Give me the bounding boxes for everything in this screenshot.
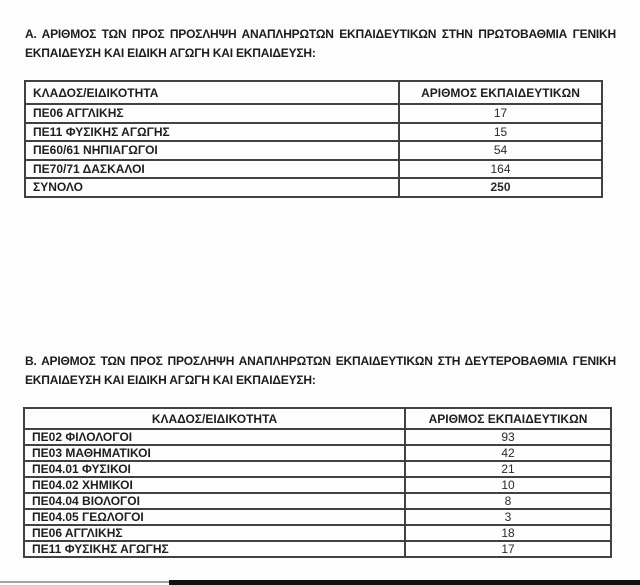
table-b-row-label: ΠΕ04.02 ΧΗΜΙΚΟΙ (24, 477, 405, 493)
table-a-row-label: ΠΕ70/71 ΔΑΣΚΑΛΟΙ (25, 160, 399, 179)
table-b-row-label: ΠΕ04.05 ΓΕΩΛΟΓΟΙ (24, 509, 405, 525)
table-row (24, 541, 611, 557)
table-b-row-label: ΠΕ02 ΦΙΛΟΛΟΓΟΙ (24, 429, 405, 445)
table-row (25, 104, 602, 123)
section-a-heading-line2: ΕΚΠΑΙΔΕΥΣΗ ΚΑΙ ΕΙΔΙΚΗ ΑΓΩΓΗ ΚΑΙ ΕΚΠΑΙΔΕΥΣΗ: (25, 46, 316, 60)
section-b-heading (25, 352, 616, 390)
table-row (25, 160, 602, 179)
table-row (24, 525, 611, 541)
table-b-row-label: ΠΕ03 ΜΑΘΗΜΑΤΙΚΟΙ (24, 445, 405, 461)
table-b-header-row (24, 408, 611, 429)
scan-black-bar (169, 580, 640, 585)
table-row (24, 429, 611, 445)
table-a-col1-header: ΚΛΑΔΟΣ/ΕΙΔΙΚΟΤΗΤΑ (25, 81, 399, 104)
table-a-header-row (25, 81, 602, 104)
table-b-row-value: 8 (405, 493, 611, 509)
table-b-row-value: 42 (405, 445, 611, 461)
table-a-total-value: 250 (399, 178, 602, 197)
table-row (25, 141, 602, 160)
table-b-row-label: ΠΕ11 ΦΥΣΙΚΗΣ ΑΓΩΓΗΣ (24, 541, 405, 557)
table-row (25, 123, 602, 142)
table-a-col2-header: ΑΡΙΘΜΟΣ ΕΚΠΑΙΔΕΥΤΙΚΩΝ (399, 81, 602, 104)
table-row (24, 461, 611, 477)
table-b-row-value: 18 (405, 525, 611, 541)
scan-gray-line (0, 581, 169, 583)
section-a-heading-line1: Α. ΑΡΙΘΜΟΣ ΤΩΝ ΠΡΟΣ ΠΡΟΣΛΗΨΗ ΑΝΑΠΛΗΡΩΤΩΝ ΕΚΠΑΙΔΕΥΤΙΚΩΝ ΣΤΗΝ ΠΡΩΤΟΒΑΘΜΙΑ ΓΕΝΙΚΗ (25, 27, 616, 41)
table-b-row-label: ΠΕ04.04 ΒΙΟΛΟΓΟΙ (24, 493, 405, 509)
table-a-row-value: 17 (399, 104, 602, 123)
table-a-row-value: 15 (399, 123, 602, 142)
table-b-row-value: 17 (405, 541, 611, 557)
table-row (24, 477, 611, 493)
table-a-row-value: 54 (399, 141, 602, 160)
table-a-row-value: 164 (399, 160, 602, 179)
table-row (24, 445, 611, 461)
secondary-education-table (23, 407, 612, 558)
table-b-row-value: 93 (405, 429, 611, 445)
table-b-row-label: ΠΕ04.01 ΦΥΣΙΚΟΙ (24, 461, 405, 477)
primary-education-table (24, 80, 603, 198)
table-a-row-label: ΠΕ06 ΑΓΓΛΙΚΗΣ (25, 104, 399, 123)
section-a-heading (25, 25, 616, 63)
table-b-col1-header: ΚΛΑΔΟΣ/ΕΙΔΙΚΟΤΗΤΑ (24, 408, 405, 429)
table-row (24, 509, 611, 525)
table-a-total-row (25, 178, 602, 197)
table-b-row-label: ΠΕ06 ΑΓΓΛΙΚΗΣ (24, 525, 405, 541)
table-a-row-label: ΠΕ60/61 ΝΗΠΙΑΓΩΓΟΙ (25, 141, 399, 160)
section-b-heading-line2: ΕΚΠΑΙΔΕΥΣΗ ΚΑΙ ΕΙΔΙΚΗ ΑΓΩΓΗ ΚΑΙ ΕΚΠΑΙΔΕΥΣΗ: (25, 373, 316, 387)
table-b-col2-header: ΑΡΙΘΜΟΣ ΕΚΠΑΙΔΕΥΤΙΚΩΝ (405, 408, 611, 429)
table-a-total-label: ΣΥΝΟΛΟ (25, 178, 399, 197)
table-b-row-value: 10 (405, 477, 611, 493)
table-b-row-value: 3 (405, 509, 611, 525)
table-row (24, 493, 611, 509)
table-a-row-label: ΠΕ11 ΦΥΣΙΚΗΣ ΑΓΩΓΗΣ (25, 123, 399, 142)
table-b-row-value: 21 (405, 461, 611, 477)
section-b-heading-line1: Β. ΑΡΙΘΜΟΣ ΤΩΝ ΠΡΟΣ ΠΡΟΣΛΗΨΗ ΑΝΑΠΛΗΡΩΤΩΝ ΕΚΠΑΙΔΕΥΤΙΚΩΝ ΣΤΗ ΔΕΥΤΕΡΟΒΑΘΜΙΑ ΓΕΝΙΚΗ (25, 354, 616, 368)
